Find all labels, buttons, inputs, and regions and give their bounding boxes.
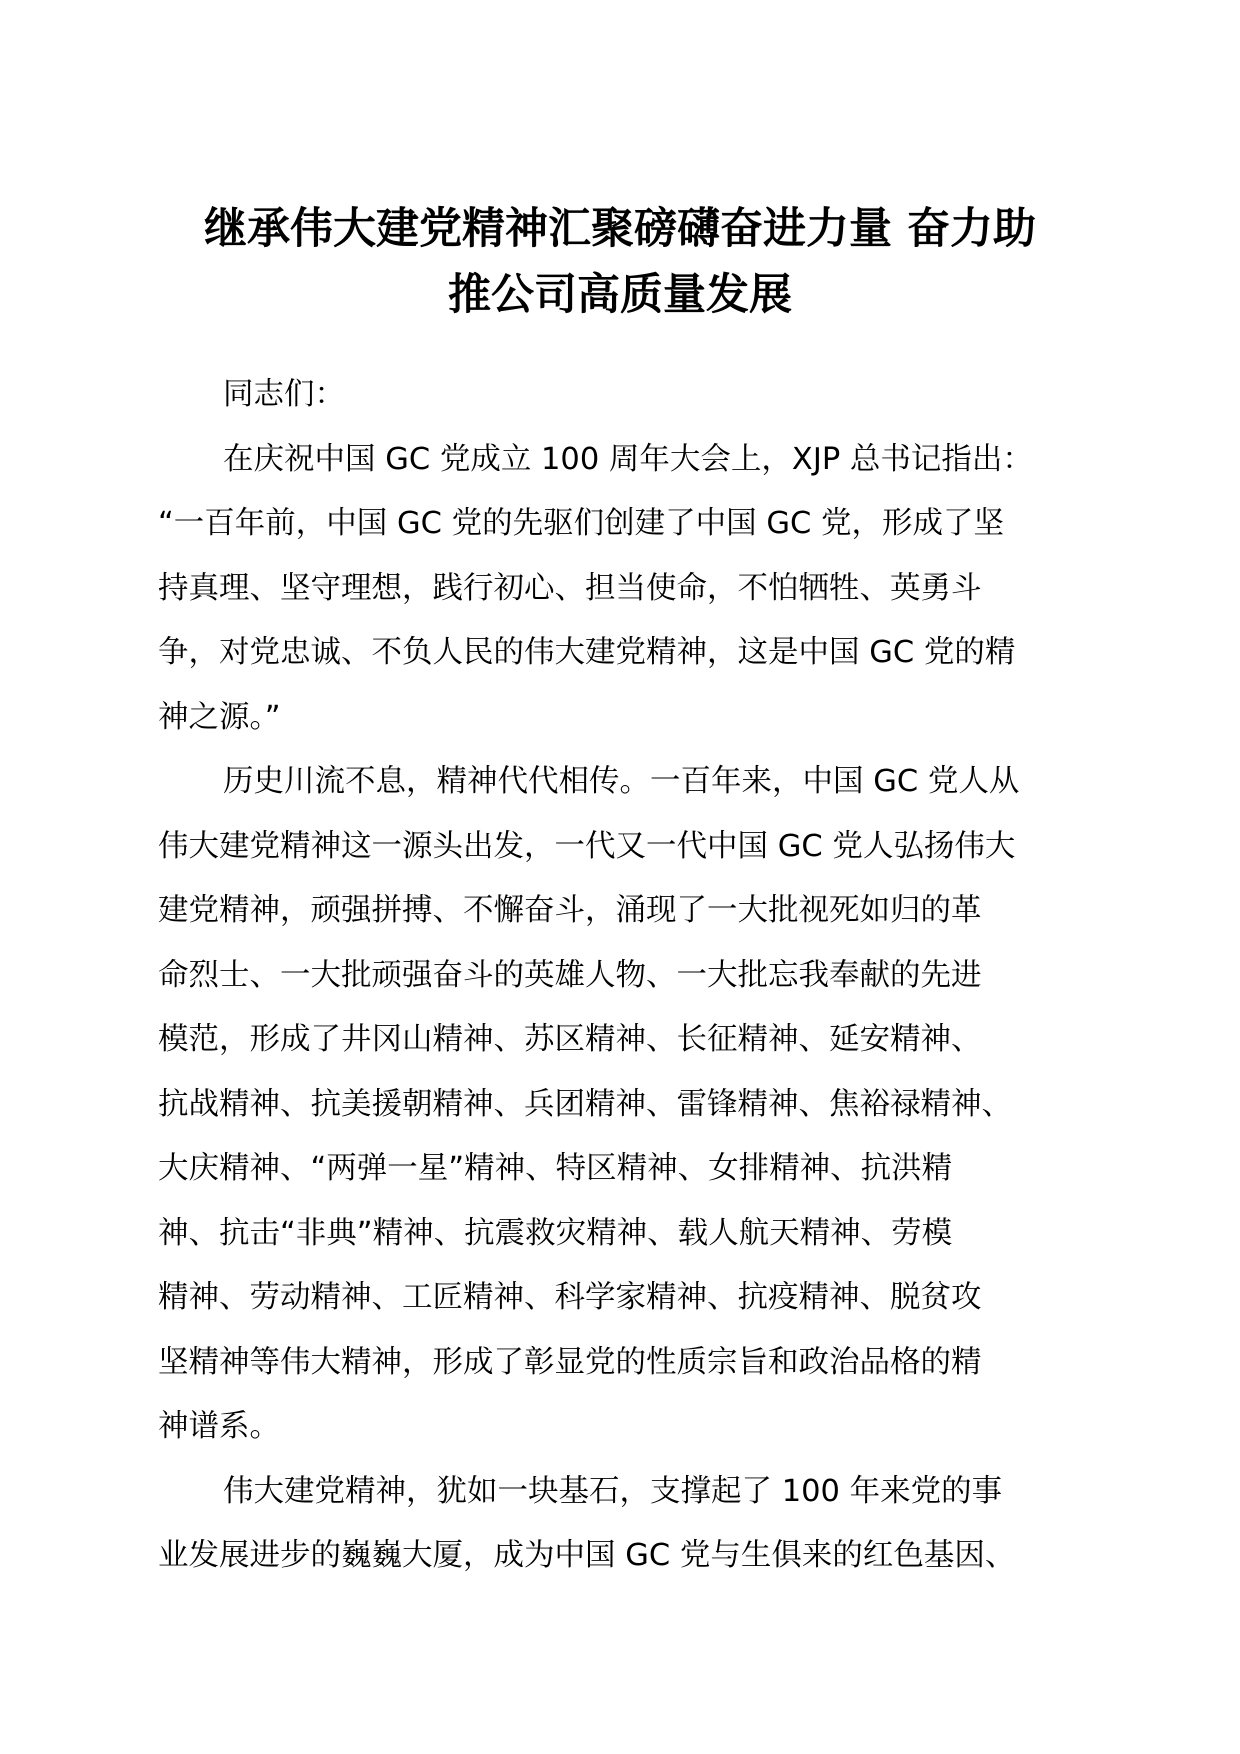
body-line: 模范，形成了井冈山精神、苏区精神、长征精神、延安精神、 [158,1022,982,1057]
body-line: 神之源。” [158,699,281,735]
body-line: 命烈士、一大批顽强奋斗的英雄人物、一大批忘我奉献的先进 [158,957,982,993]
body-line: 建党精神，顽强拼搏、不懈奋斗，涌现了一大批视死如归的革 [158,893,982,928]
body-line: 抗战精神、抗美援朝精神、兵团精神、雷锋精神、焦裕禄精神、 [158,1086,1012,1122]
body-line: 精神、劳动精神、工匠精神、科学家精神、抗疫精神、脱贫攻 [158,1280,982,1315]
title-line-1: 继承伟大建党精神汇聚磅礴奋进力量 奋力助 [204,204,1036,254]
title-line-2: 推公司高质量发展 [448,270,792,320]
document-body [158,363,1088,1589]
body-line: 持真理、坚守理想，践行初心、担当使命，不怕牺牲、英勇斗 [158,570,982,606]
body-line: 大庆精神、“两弹一星”精神、特区精神、女排精神、抗洪精 [158,1151,953,1186]
body-line: 伟大建党精神，犹如一块基石，支撑起了 100 年来党的事 [223,1473,1003,1509]
body-line: 争，对党忠诚、不负人民的伟大建党精神，这是中国 GC 党的精 [158,635,1016,670]
salutation-line: 同志们： [223,377,345,412]
body-line: 历史川流不息，精神代代相传。一百年来，中国 GC 党人从 [223,764,1020,799]
body-line: 神、抗击“非典”精神、抗震救灾精神、载人航天精神、劳模 [158,1215,953,1251]
document-title [150,196,1090,328]
body-line: 伟大建党精神这一源头出发，一代又一代中国 GC 党人弘扬伟大 [158,828,1016,864]
body-line: 业发展进步的巍巍大厦，成为中国 GC 党与生俱来的红色基因、 [158,1538,1016,1573]
body-line: 神谱系。 [158,1409,280,1444]
body-line: 在庆祝中国 GC 党成立 100 周年大会上，XJP 总书记指出： [223,441,1033,477]
body-line: 坚精神等伟大精神，形成了彰显党的性质宗旨和政治品格的精 [158,1344,982,1380]
body-line: “一百年前，中国 GC 党的先驱们创建了中国 GC 党，形成了坚 [158,506,1004,541]
